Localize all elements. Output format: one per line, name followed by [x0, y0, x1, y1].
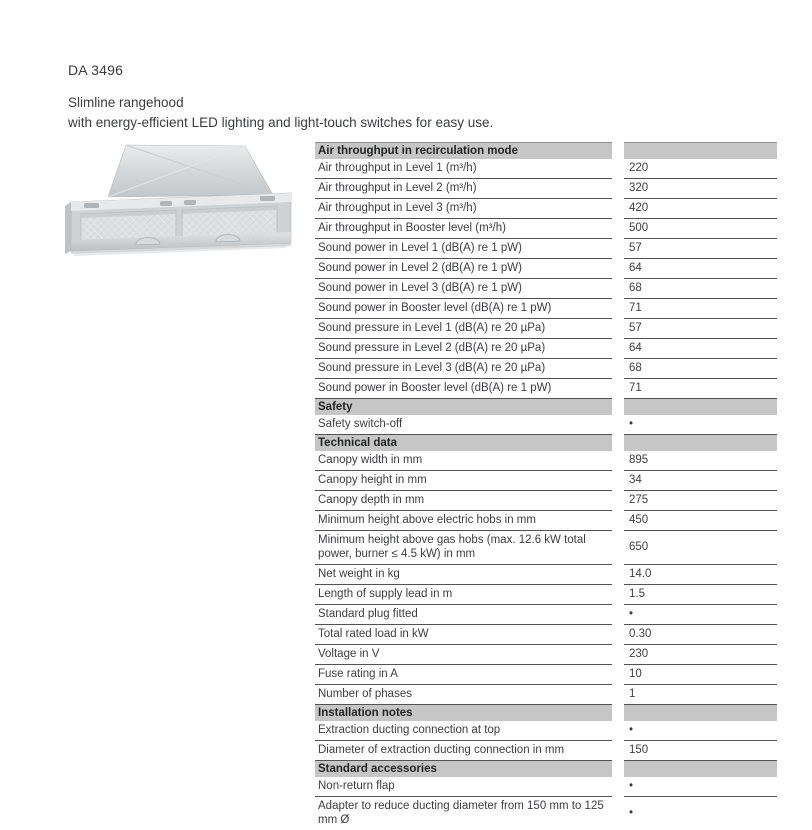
section-header-label: Installation notes: [315, 705, 612, 721]
spec-label: Sound pressure in Level 1 (dB(A) re 20 µPa): [315, 319, 612, 339]
spec-label: Canopy width in mm: [315, 451, 612, 471]
spec-label: Sound power in Booster level (dB(A) re 1 pW): [315, 299, 612, 319]
spec-value: 34: [624, 471, 777, 491]
section-header-row: [315, 761, 777, 777]
spec-value: 10: [624, 665, 777, 685]
section-header-row: [315, 399, 777, 415]
spec-row: [315, 239, 777, 259]
spec-value: •: [629, 807, 634, 819]
spec-row: [315, 259, 777, 279]
spec-value: 68: [624, 279, 777, 299]
spec-value: 57: [624, 319, 777, 339]
spec-label: Minimum height above gas hobs (max. 12.6 kW total power, burner ≤ 4.5 kW) in mm: [315, 531, 612, 565]
spec-label: Sound power in Level 2 (dB(A) re 1 pW): [315, 259, 612, 279]
spec-label: Fuse rating in A: [315, 665, 612, 685]
spec-row: [315, 451, 777, 471]
spec-label: Total rated load in kW: [315, 625, 612, 645]
spec-value: •: [624, 721, 777, 741]
spec-value: 220: [624, 159, 777, 179]
spec-label: Sound power in Booster level (dB(A) re 1 pW): [315, 379, 612, 399]
spec-row: [315, 665, 777, 685]
spec-row: [315, 605, 777, 625]
spec-row: [315, 741, 777, 761]
spec-value: 71: [624, 299, 777, 319]
spec-label: Canopy depth in mm: [315, 491, 612, 511]
spec-label: Voltage in V: [315, 645, 612, 665]
spec-row: [315, 279, 777, 299]
spec-value: 57: [624, 239, 777, 259]
spec-row: [315, 585, 777, 605]
section-header-label: Air throughput in recirculation mode: [315, 142, 612, 159]
spec-value: 420: [624, 199, 777, 219]
spec-row: [315, 179, 777, 199]
spec-row: [315, 565, 777, 585]
spec-value: 320: [624, 179, 777, 199]
spec-row: [315, 339, 777, 359]
spec-row: [315, 511, 777, 531]
section-header-spacer: [624, 435, 777, 451]
spec-row: [315, 299, 777, 319]
spec-row: [315, 219, 777, 239]
spec-value: 14.0: [624, 565, 777, 585]
spec-row: [315, 721, 777, 741]
section-header-row: [315, 435, 777, 451]
section-header-label: Safety: [315, 399, 612, 415]
section-header-spacer: [624, 399, 777, 415]
section-header-label: Technical data: [315, 435, 612, 451]
product-subtitle-line1: Slimline rangehood: [68, 95, 184, 110]
product-subtitle: [68, 93, 493, 133]
spec-value: •: [624, 605, 777, 625]
spec-label: Sound pressure in Level 2 (dB(A) re 20 µPa): [315, 339, 612, 359]
product-model: DA 3496: [68, 62, 124, 78]
spec-label: Sound pressure in Level 3 (dB(A) re 20 µPa): [315, 359, 612, 379]
spec-label: Diameter of extraction ducting connection in mm: [315, 741, 612, 761]
spec-row: [315, 159, 777, 179]
spec-label: Non-return flap: [315, 777, 612, 797]
spec-label: Adapter to reduce ducting diameter from 150 mm to 125 mm Ø: [318, 800, 604, 826]
spec-value: 64: [624, 339, 777, 359]
spec-label: Extraction ducting connection at top: [315, 721, 612, 741]
section-header-row: [315, 142, 777, 159]
spec-value: 64: [624, 259, 777, 279]
spec-value: 500: [624, 219, 777, 239]
spec-table: [315, 142, 777, 830]
spec-label: Sound power in Level 1 (dB(A) re 1 pW): [315, 239, 612, 259]
spec-row: [315, 645, 777, 665]
spec-value: •: [624, 415, 777, 435]
spec-row: [315, 491, 777, 511]
spec-value: 1.5: [624, 585, 777, 605]
spec-label: Canopy height in mm: [315, 471, 612, 491]
spec-value: 650: [624, 531, 777, 565]
spec-row: [315, 199, 777, 219]
spec-row: [315, 531, 777, 565]
spec-label: Air throughput in Booster level (m³/h): [315, 219, 612, 239]
spec-value: 895: [624, 451, 777, 471]
spec-row: [315, 319, 777, 339]
spec-value: 150: [624, 741, 777, 761]
spec-row: [315, 797, 777, 830]
spec-row: [315, 415, 777, 435]
spec-value: 275: [624, 491, 777, 511]
spec-label: Net weight in kg: [315, 565, 612, 585]
spec-label: Air throughput in Level 3 (m³/h): [315, 199, 612, 219]
rangehood-product-image: [64, 143, 296, 261]
section-header-spacer: [624, 705, 777, 721]
spec-label: Number of phases: [315, 685, 612, 705]
spec-row: [315, 379, 777, 399]
product-subtitle-line2: with energy-efficient LED lighting and light-touch switches for easy use.: [68, 115, 494, 130]
spec-row: [315, 777, 777, 797]
spec-label: Standard plug fitted: [315, 605, 612, 625]
spec-value: 68: [624, 359, 777, 379]
spec-label: Air throughput in Level 1 (m³/h): [315, 159, 612, 179]
spec-label: Sound power in Level 3 (dB(A) re 1 pW): [315, 279, 612, 299]
section-header-spacer: [624, 761, 777, 777]
spec-row: [315, 359, 777, 379]
spec-row: [315, 685, 777, 705]
spec-label: Safety switch-off: [315, 415, 612, 435]
spec-label: Minimum height above electric hobs in mm: [315, 511, 612, 531]
spec-row: [315, 471, 777, 491]
section-header-label: Standard accessories: [315, 761, 612, 777]
spec-label: Length of supply lead in m: [315, 585, 612, 605]
spec-value: 0.30: [624, 625, 777, 645]
section-header-spacer: [624, 142, 777, 159]
spec-value: 450: [624, 511, 777, 531]
spec-label: Air throughput in Level 2 (m³/h): [315, 179, 612, 199]
rangehood-illustration: [64, 143, 296, 261]
spec-row: [315, 625, 777, 645]
spec-value: 1: [624, 685, 777, 705]
spec-value: 230: [624, 645, 777, 665]
spec-value: •: [624, 777, 777, 797]
spec-value: 71: [624, 379, 777, 399]
section-header-row: [315, 705, 777, 721]
